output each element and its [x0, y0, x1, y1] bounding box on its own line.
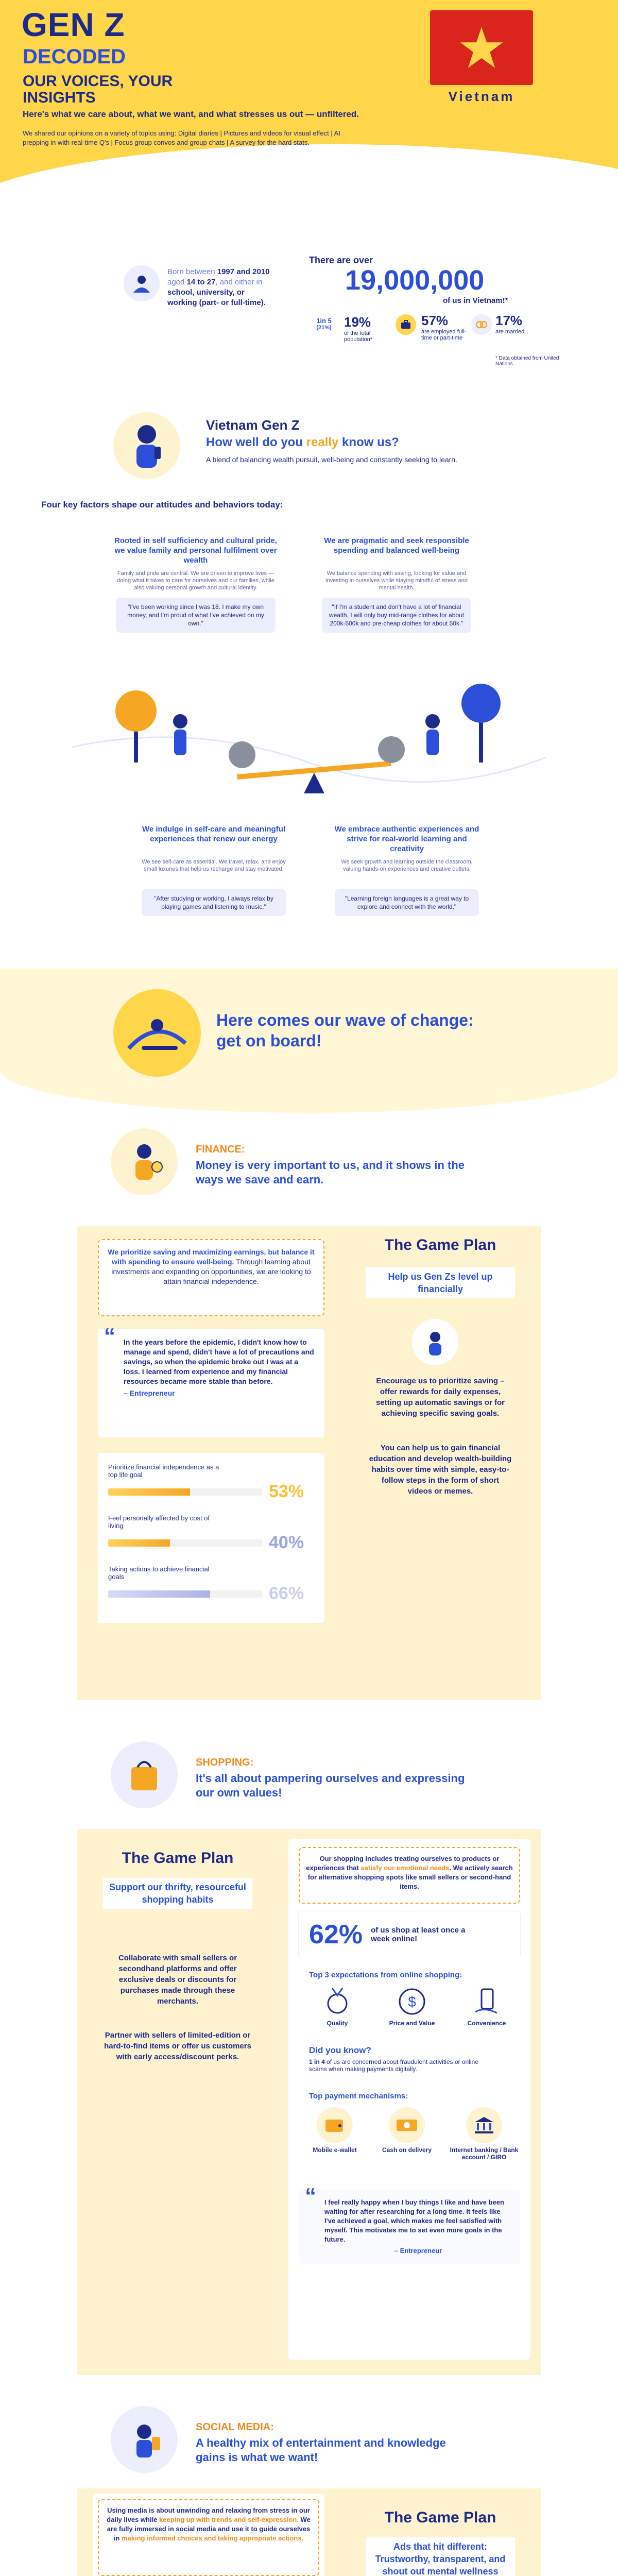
gameplan-title: The Game Plan: [122, 1850, 234, 1867]
gameplan-body: Encourage us to prioritize saving – offer rewards for daily expenses, setting up automatic savings or for achieving specific saving goals.: [375, 1377, 505, 1418]
factor3-quote: "After studying or working, I always relax by playing games and listening to music.": [142, 889, 286, 916]
header-subtitle: OUR VOICES, YOUR INSIGHTS: [23, 73, 173, 106]
gameplan-figure-icon: [412, 1319, 458, 1365]
social-gameplan: [355, 2509, 525, 2576]
factor2-title: We are pragmatic and seek responsible spending and balanced well-being: [324, 536, 469, 555]
factor3-body: We see self-care as essential. We travel, relax, and enjoy small luxuries that help us recharge and stay motivated.: [142, 859, 286, 872]
gameplan-title: The Game Plan: [384, 2509, 496, 2526]
vietnam-flag: [430, 10, 533, 85]
finance-bars-box: [98, 1453, 324, 1623]
tree-icon: [461, 684, 501, 762]
svg-text:$: $: [408, 1994, 416, 2010]
factor1-title: Rooted in self sufficiency and cultural pride, we value family and personal fulfilment over wealth: [114, 536, 277, 565]
top3-item: $ Price and Value: [384, 1986, 440, 2027]
shopping-headline: It's all about pampering ourselves and expressing our own values!: [196, 1772, 465, 1799]
medal-icon: [322, 1986, 353, 2017]
stat-pct2: 57% are employed full-time or part-time: [421, 313, 467, 341]
gameplan-subtitle: Help us Gen Zs level up financially: [366, 1267, 515, 1298]
header-wave: [0, 144, 618, 206]
factor4-title: We embrace authentic experiences and strive for real-world learning and creativity: [334, 825, 479, 853]
fraction-badge: 1in 5 (21%): [316, 317, 332, 331]
header-title: GEN Z: [22, 6, 125, 43]
social-headline: A healthy mix of entertainment and knowledge gains is what we want!: [196, 2436, 446, 2464]
finance-bar-item: Feel personally affected by cost of living 40%: [108, 1514, 304, 1552]
factor1-body: Family and pride are central. We are driven to improve lives — doing what it takes to care for ourselves and our families, while also valuing personal growth and cultural identity.: [117, 570, 274, 591]
factor4-body: We seek growth and learning outside the classroom, valuing hands-on experiences and creative outlets.: [341, 859, 473, 872]
top3-item: Quality: [309, 1986, 366, 2027]
wallet-icon: [317, 2107, 353, 2143]
born-text: Born between 1997 and 2010 aged 14 to 27, and either in school, university, or working (part- or full-time).: [167, 267, 270, 307]
quote-mark-icon: “: [104, 1324, 115, 1349]
finance-bar-item: Prioritize financial independence as a top life goal 53%: [108, 1463, 304, 1501]
factor2-quote: "If I'm a student and don't have a lot of financial wealth, I will only buy mid-range clothes for about 200k-500k and pre-cheap clothes for about 50k.": [322, 598, 471, 633]
finance-bar-fill: [108, 1488, 190, 1496]
social-illustration-icon: [111, 2406, 178, 2473]
dollar-icon: [397, 1986, 427, 2017]
factor1-quote: "I've been working since I was 18. I make my own money, and I'm proud of what I've achieved on my own.": [116, 598, 276, 633]
gameplan-body: Collaborate with small sellers or secondhand platforms and offer exclusive deals or discounts for purchases made through these merchants.: [118, 1954, 237, 2006]
finance-quote-box: “ In the years before the epidemic, I didn't know how to manage and spend, didn't have a lot of precautions and savings, so when the epidemic broke out I was at a loss. I learned from experience and my financial resources became more stable than before. – Entrepreneur: [98, 1329, 324, 1437]
cash-icon: [389, 2107, 425, 2143]
shopping-label: SHOPPING:: [196, 1757, 254, 1768]
payment-item: Mobile e-wallet: [304, 2107, 366, 2161]
header-section: [0, 0, 618, 206]
figure-person-icon: [425, 714, 440, 755]
finance-intro-box: We prioritize saving and maximizing earnings, but balance it with spending to ensure well-being. Through learning about investments and expanding on opportunities, we are looking to attain financial independence.: [98, 1239, 324, 1316]
top3-item: Convenience: [458, 1986, 515, 2027]
finance-illustration-icon: [111, 1128, 178, 1195]
gameplan-body2: Partner with sellers of limited-edition or hard-to-find items or offer us customers with early access/discount perks.: [104, 2031, 251, 2061]
intro-section: [0, 392, 618, 495]
intro-question: How well do you really know us?: [206, 435, 399, 449]
data-footnote: * Data obtained from United Nations: [495, 355, 559, 367]
factors-illustration: [72, 644, 546, 814]
factor3-title: We indulge in self-care and meaningful experiences that renew our energy: [142, 825, 286, 843]
person-avatar-icon: [124, 265, 160, 301]
social-intro-box: Using media is about unwinding and relaxing from stress in our daily lives while keeping up with trends and self-expression. We are fully immersed in social media and use it to guide ourselves in making informed choices and taking appropriate actions.: [98, 2499, 319, 2576]
shopping-right-card: [288, 1839, 530, 2360]
gameplan-title: The Game Plan: [384, 1236, 496, 1253]
payment-list: [304, 2107, 520, 2161]
quote-mark-icon: “: [305, 2183, 316, 2209]
population-value: 19,000,000: [345, 265, 485, 296]
bank-icon: [466, 2107, 502, 2143]
shopping-stat-box: 62% of us shop at least once a week online!: [299, 1911, 520, 1958]
payment-item: Internet banking / Bank account / GIRO: [448, 2107, 520, 2161]
payment-title: Top payment mechanisms:: [309, 2092, 408, 2100]
finance-label: FINANCE:: [196, 1144, 245, 1155]
tree-icon: [115, 690, 157, 762]
gameplan-body2: You can help us to gain financial education and develop wealth-building habits over time with simple, easy-to-follow steps in the form of short videos or memes.: [369, 1444, 512, 1496]
finance-headline: Money is very important to us, and it shows in the ways we save and earn.: [196, 1159, 465, 1186]
social-label: SOCIAL MEDIA:: [196, 2421, 274, 2433]
intro-title: Vietnam Gen Z: [206, 417, 300, 433]
social-section: [0, 2391, 618, 2576]
stats-section: [0, 206, 618, 381]
finance-bar-fill: [108, 1539, 170, 1547]
header-tagline: Here's what we care about, what we want, and what stresses us out — unfiltered.: [23, 109, 359, 119]
factors-heading: Four key factors shape our attitudes and behaviors today:: [41, 500, 283, 510]
wave-title: Here comes our wave of change: get on board!: [216, 1011, 474, 1050]
header-title-decoded: DECODED: [23, 45, 126, 68]
shopping-section: [0, 1731, 618, 2380]
dyk-text: 1 in 4 of us are concerned about fraudulent activities or online scams when making payments digitally.: [309, 2058, 478, 2073]
factor4-quote: "Learning foreign languages is a great way to explore and connect with the world.": [335, 889, 479, 916]
wave-section: [0, 969, 618, 1113]
header-methods: We shared our opinions on a variety of topics using: Digital diaries | Pictures and videos for visual effect | AI prepping in with real-time Q's | Focus group convos and group chats | A survey for the hard stats.: [23, 129, 340, 146]
factors-section: [0, 495, 618, 989]
stat-pct3: 17% are married: [495, 313, 525, 335]
shopping-quote: “ I feel really happy when I buy things I like and have been waiting for after researching for a long time. It feels like I've achieved a goal, which makes me feel satisfied with myself. This motivates me to set even more goals in the future. – Entrepreneur: [299, 2190, 520, 2264]
surfer-icon: [113, 989, 201, 1077]
gameplan-subtitle: Ads that hit different: Trustworthy, transparent, and shout out mental wellness: [366, 2537, 515, 2576]
factor2-body: We balance spending with saving, looking for value and investing in ourselves while staying mindful of stress and mental health.: [325, 570, 468, 591]
payment-item: Cash on delivery: [376, 2107, 438, 2161]
flag-label: Vietnam: [448, 89, 515, 104]
there-are-label: There are over: [309, 255, 373, 265]
finance-gameplan: [355, 1236, 525, 1577]
of-us-label: of us in Vietnam!*: [443, 296, 508, 305]
did-you-know: Did you know?: [309, 2045, 371, 2055]
shopping-gameplan: [93, 1850, 263, 2179]
shopping-illustration-icon: [111, 1741, 178, 1808]
intro-desc: A blend of balancing wealth pursuit, well-being and constantly seeking to learn.: [206, 455, 457, 464]
star-icon: [458, 25, 505, 71]
finance-bar-fill: [108, 1590, 210, 1598]
social-left-card: [93, 2494, 324, 2576]
top3-list: [309, 1986, 515, 2027]
briefcase-icon: [396, 314, 416, 335]
rings-icon: [471, 314, 492, 335]
finance-bar-item: Taking actions to achieve financial goals 66%: [108, 1565, 304, 1603]
gameplan-subtitle: Support our thrifty, resourceful shopping habits: [103, 1878, 252, 1909]
hand-phone-icon: [471, 1986, 502, 2017]
person-illustration-icon: [113, 412, 180, 479]
finance-section: [0, 1113, 618, 1726]
top3-title: Top 3 expectations from online shopping:: [309, 1971, 462, 1979]
stat-pct1: 19% of the total population*: [344, 314, 373, 343]
figure-person-icon: [173, 714, 187, 755]
shopping-intro-box: Our shopping includes treating ourselves to products or experiences that satisfy our emotional needs. We actively search for alternative shopping spots like small sellers or second-hand items.: [299, 1847, 520, 1904]
